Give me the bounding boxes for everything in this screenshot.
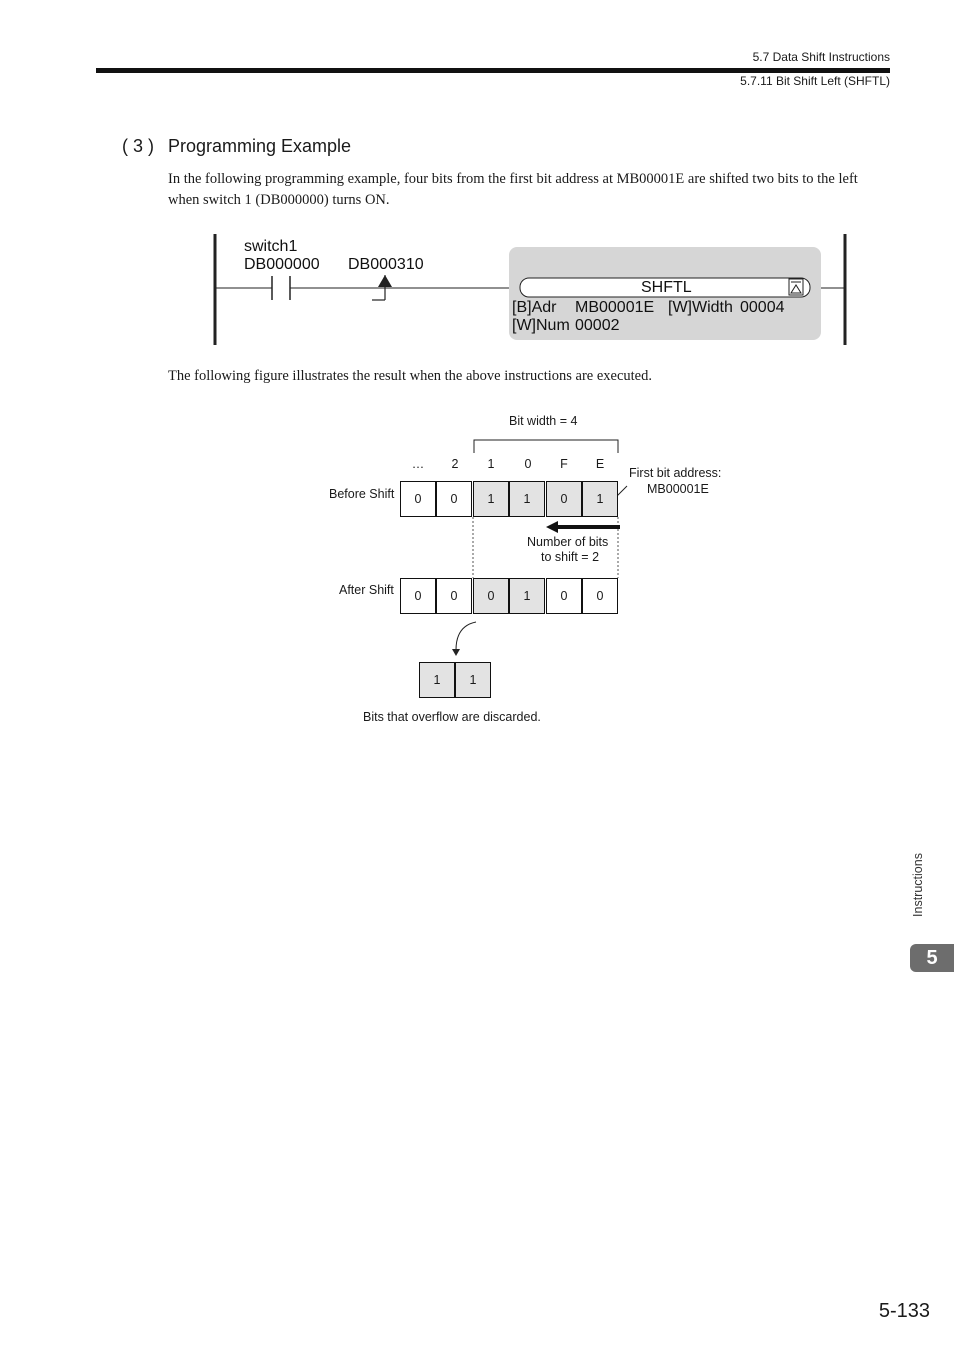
result-paragraph: The following figure illustrates the result when the above instructions are executed. — [168, 368, 652, 384]
section-title: Programming Example — [168, 136, 352, 156]
intro-line-2: when switch 1 (DB000000) turns ON. — [168, 192, 390, 208]
before-bit-cell: 1 — [509, 481, 545, 517]
param-num-label: [W]Num — [512, 317, 570, 334]
contact2-address: DB000310 — [348, 256, 424, 273]
chapter-tab: 5 — [910, 944, 954, 972]
header-subsection-title: 5.7.11 Bit Shift Left (SHFTL) — [740, 74, 890, 88]
after-bit-cell: 0 — [582, 578, 618, 614]
after-bit-cell: 0 — [473, 578, 509, 614]
shift-figure-lines — [0, 400, 954, 700]
after-shift-label: After Shift — [339, 583, 394, 597]
before-bit-cell: 0 — [436, 481, 472, 517]
overflow-label: Bits that overflow are discarded. — [363, 710, 541, 724]
overflow-bit-cell: 1 — [455, 662, 491, 698]
after-bit-cell: 1 — [509, 578, 545, 614]
param-width-label: [W]Width — [668, 299, 733, 316]
bit-position: 0 — [524, 457, 532, 471]
side-tab-text: Instructions — [911, 853, 925, 917]
side-tab-label — [903, 830, 933, 940]
bit-position: F — [560, 457, 568, 471]
param-width-value: 00004 — [740, 299, 785, 316]
function-name: SHFTL — [641, 279, 692, 296]
overflow-bit-cell: 1 — [419, 662, 455, 698]
bit-position: E — [595, 457, 605, 471]
first-bit-label-2: MB00001E — [647, 482, 709, 496]
bit-width-bracket — [474, 440, 618, 453]
bit-position-row — [400, 457, 620, 473]
after-shift-register — [400, 578, 620, 615]
contact1-address: DB000000 — [244, 256, 320, 273]
after-bit-cell: 0 — [400, 578, 436, 614]
after-bit-cell: 0 — [546, 578, 582, 614]
shift-arrow-head — [546, 521, 558, 533]
overflow-register — [419, 662, 493, 699]
page-number: 5-133 — [878, 1300, 930, 1322]
intro-line-1: In the following programming example, four bits from the first bit address at MB00001E are shifted two bits to the left — [168, 171, 858, 187]
contact1-comment: switch1 — [244, 238, 298, 255]
header-section-title: 5.7 Data Shift Instructions — [752, 50, 890, 64]
before-bit-cell: 0 — [400, 481, 436, 517]
bit-position: 1 — [487, 457, 495, 471]
first-bit-label-1: First bit address: — [629, 466, 722, 480]
shift-count-label-2: to shift = 2 — [541, 550, 600, 564]
bit-width-label: Bit width = 4 — [509, 414, 578, 428]
overflow-arrow — [456, 622, 476, 650]
param-num-value: 00002 — [575, 317, 620, 334]
section-number: ( 3 ) — [122, 136, 155, 156]
param-adr-value: MB00001E — [575, 299, 655, 316]
before-bit-cell: 0 — [546, 481, 582, 517]
shift-count-label-1: Number of bits — [527, 535, 609, 549]
before-bit-cell: 1 — [473, 481, 509, 517]
bit-position: … — [411, 457, 425, 471]
param-adr-label: [B]Adr — [512, 299, 557, 316]
after-bit-cell: 0 — [436, 578, 472, 614]
bit-position: 2 — [451, 457, 459, 471]
before-bit-cell: 1 — [582, 481, 618, 517]
ladder-diagram — [0, 0, 954, 360]
before-shift-register — [400, 481, 620, 518]
before-shift-label: Before Shift — [329, 487, 395, 501]
